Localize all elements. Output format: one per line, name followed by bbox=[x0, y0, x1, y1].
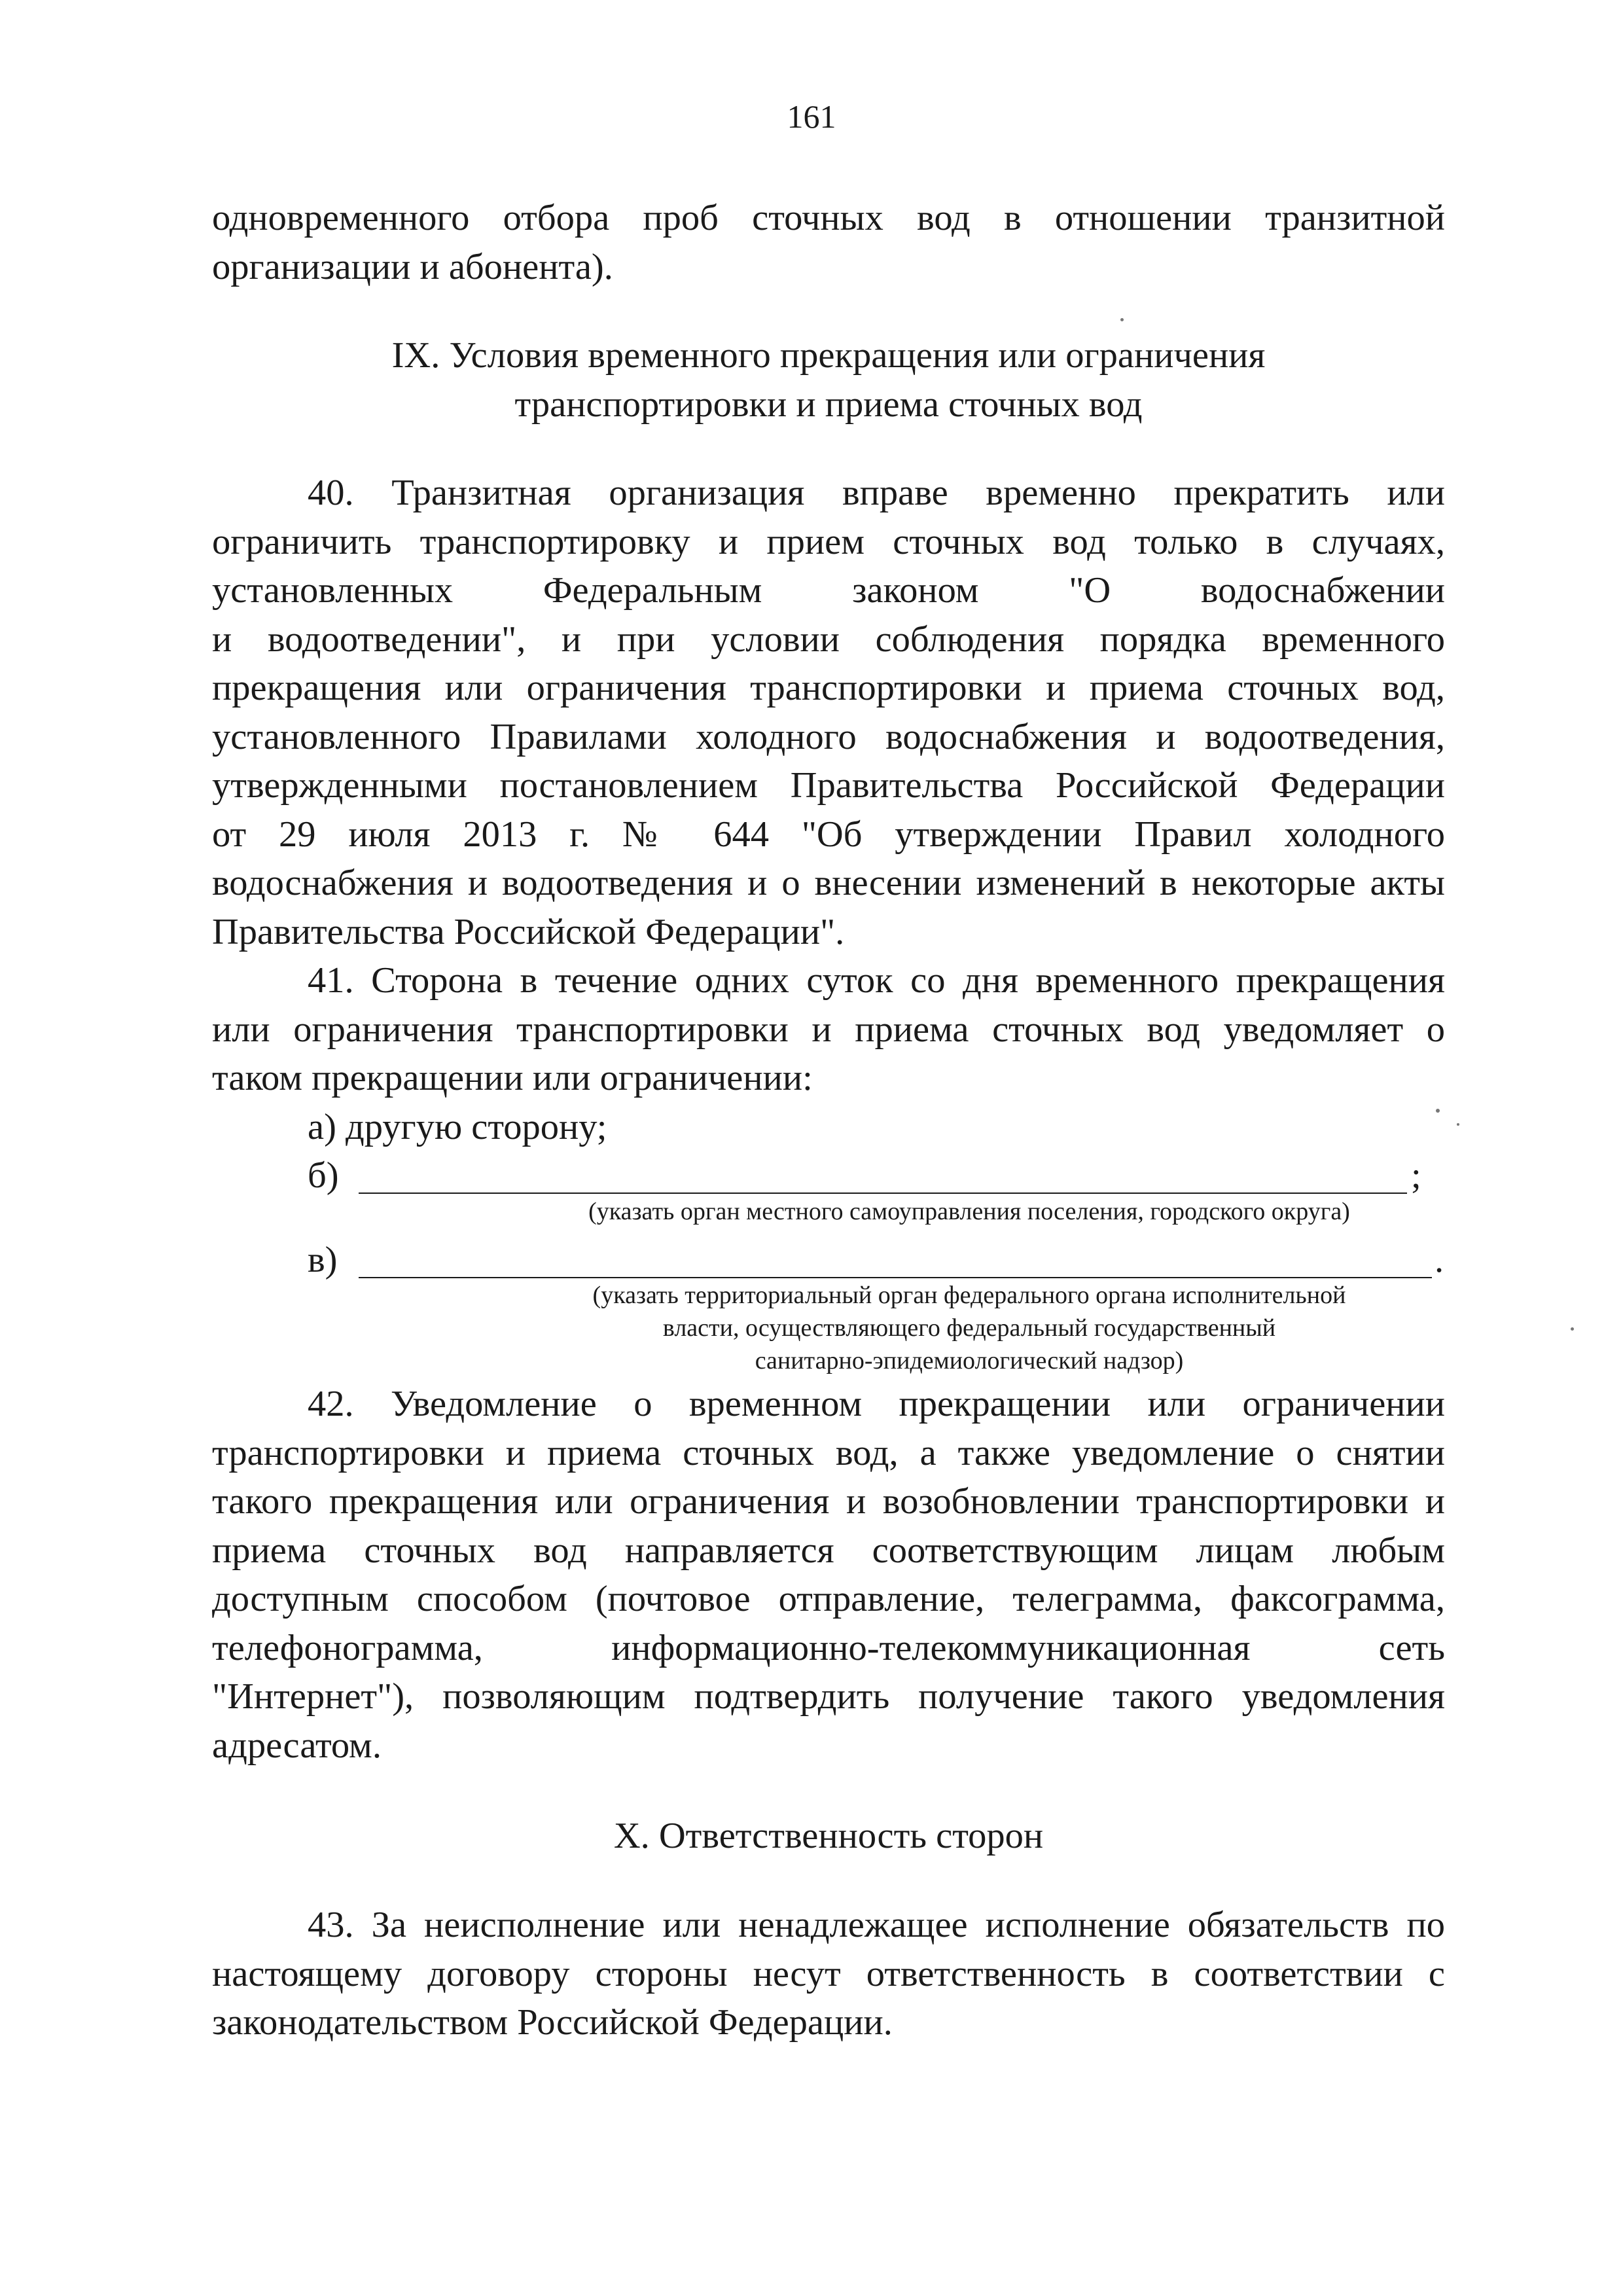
heading-line: X. Ответственность сторон bbox=[613, 1816, 1044, 1856]
scan-speck bbox=[1457, 1123, 1459, 1126]
paragraph-line: прекращения или ограничения транспортировки и приема сточных вод, bbox=[212, 668, 1445, 708]
paragraph-line: законодательством Российской Федерации. bbox=[212, 2002, 893, 2043]
paragraph-line: 40. Транзитная организация вправе временно прекратить или bbox=[308, 473, 1445, 513]
paragraph-line: от 29 июля 2013 г. № 644 "Об утверждении Правил холодного bbox=[212, 814, 1445, 855]
paragraph-line: адресатом. bbox=[212, 1725, 382, 1766]
list-item-v-end: . bbox=[1435, 1240, 1444, 1280]
paragraph-line: или ограничения транспортировки и приема сточных вод уведомляет о bbox=[212, 1009, 1445, 1050]
caption-line: власти, осуществляющего федеральный государственный bbox=[662, 1314, 1276, 1342]
paragraph-line: водоснабжения и водоотведения и о внесении изменений в некоторые акты bbox=[212, 863, 1445, 903]
caption-line: (указать территориальный орган федерального органа исполнительной bbox=[592, 1282, 1346, 1309]
heading-line: транспортировки и приема сточных вод bbox=[514, 384, 1143, 425]
fill-in-line-b bbox=[359, 1153, 1407, 1194]
clause-41 bbox=[212, 956, 1445, 1151]
paragraph-line: утвержденными постановлением Правительства Российской Федерации bbox=[212, 765, 1445, 806]
paragraph-line: настоящему договору стороны несут ответственность в соответствии с bbox=[212, 1953, 1445, 1994]
paragraph-line: 41. Сторона в течение одних суток со дня временного прекращения bbox=[308, 960, 1445, 1001]
page-number: 161 bbox=[787, 98, 836, 135]
paragraph-line: 43. За неисполнение или ненадлежащее исполнение обязательств по bbox=[308, 1905, 1445, 1945]
paragraph-line: такого прекращения или ограничения и возобновлении транспортировки и bbox=[212, 1481, 1445, 1522]
fill-in-line-v bbox=[359, 1238, 1432, 1278]
list-item-b-label: б) bbox=[308, 1155, 339, 1196]
paragraph-line: организации и абонента). bbox=[212, 246, 613, 287]
caption-line: санитарно-эпидемиологический надзор) bbox=[755, 1347, 1184, 1374]
paragraph-line: и водоотведении", и при условии соблюдения порядка временного bbox=[212, 619, 1445, 660]
section-heading-ix bbox=[212, 331, 1445, 429]
caption-v bbox=[212, 1279, 1445, 1377]
clause-42 bbox=[212, 1380, 1445, 1770]
paragraph-line: 42. Уведомление о временном прекращении или ограничении bbox=[308, 1384, 1445, 1424]
clause-40 bbox=[212, 469, 1445, 956]
list-item-a: а) другую сторону; bbox=[308, 1106, 607, 1147]
section-heading-x bbox=[212, 1812, 1445, 1861]
paragraph-line: одновременного отбора проб сточных вод в отношении транзитной bbox=[212, 198, 1445, 238]
scan-speck bbox=[1120, 318, 1124, 321]
scan-speck bbox=[1571, 1327, 1574, 1331]
paragraph-line: установленных Федеральным законом "О водоснабжении bbox=[212, 570, 1445, 611]
paragraph-line: доступным способом (почтовое отправление, телеграмма, факсограмма, bbox=[212, 1579, 1445, 1619]
paragraph-line: таком прекращении или ограничении: bbox=[212, 1058, 813, 1098]
paragraph-line: ограничить транспортировку и прием сточных вод только в случаях, bbox=[212, 521, 1445, 562]
paragraph-line: транспортировки и приема сточных вод, а также уведомление о снятии bbox=[212, 1432, 1445, 1473]
paragraph-line: телефонограмма, информационно-телекоммуникационная сеть bbox=[212, 1627, 1445, 1668]
caption-b: (указать орган местного самоуправления поселения, городского округа) bbox=[588, 1198, 1350, 1225]
list-item-v-label: в) bbox=[308, 1240, 338, 1280]
clause-43 bbox=[212, 1901, 1445, 2047]
continuation-paragraph bbox=[212, 194, 1445, 291]
scan-speck bbox=[1436, 1109, 1440, 1113]
list-item-b-end: ; bbox=[1411, 1155, 1421, 1196]
paragraph-line: установленного Правилами холодного водоснабжения и водоотведения, bbox=[212, 716, 1445, 757]
paragraph-line: Правительства Российской Федерации". bbox=[212, 911, 845, 952]
paragraph-line: приема сточных вод направляется соответствующим лицам любым bbox=[212, 1530, 1445, 1571]
paragraph-line: "Интернет"), позволяющим подтвердить получение такого уведомления bbox=[212, 1676, 1445, 1717]
heading-line: IX. Условия временного прекращения или ограничения bbox=[391, 335, 1266, 376]
